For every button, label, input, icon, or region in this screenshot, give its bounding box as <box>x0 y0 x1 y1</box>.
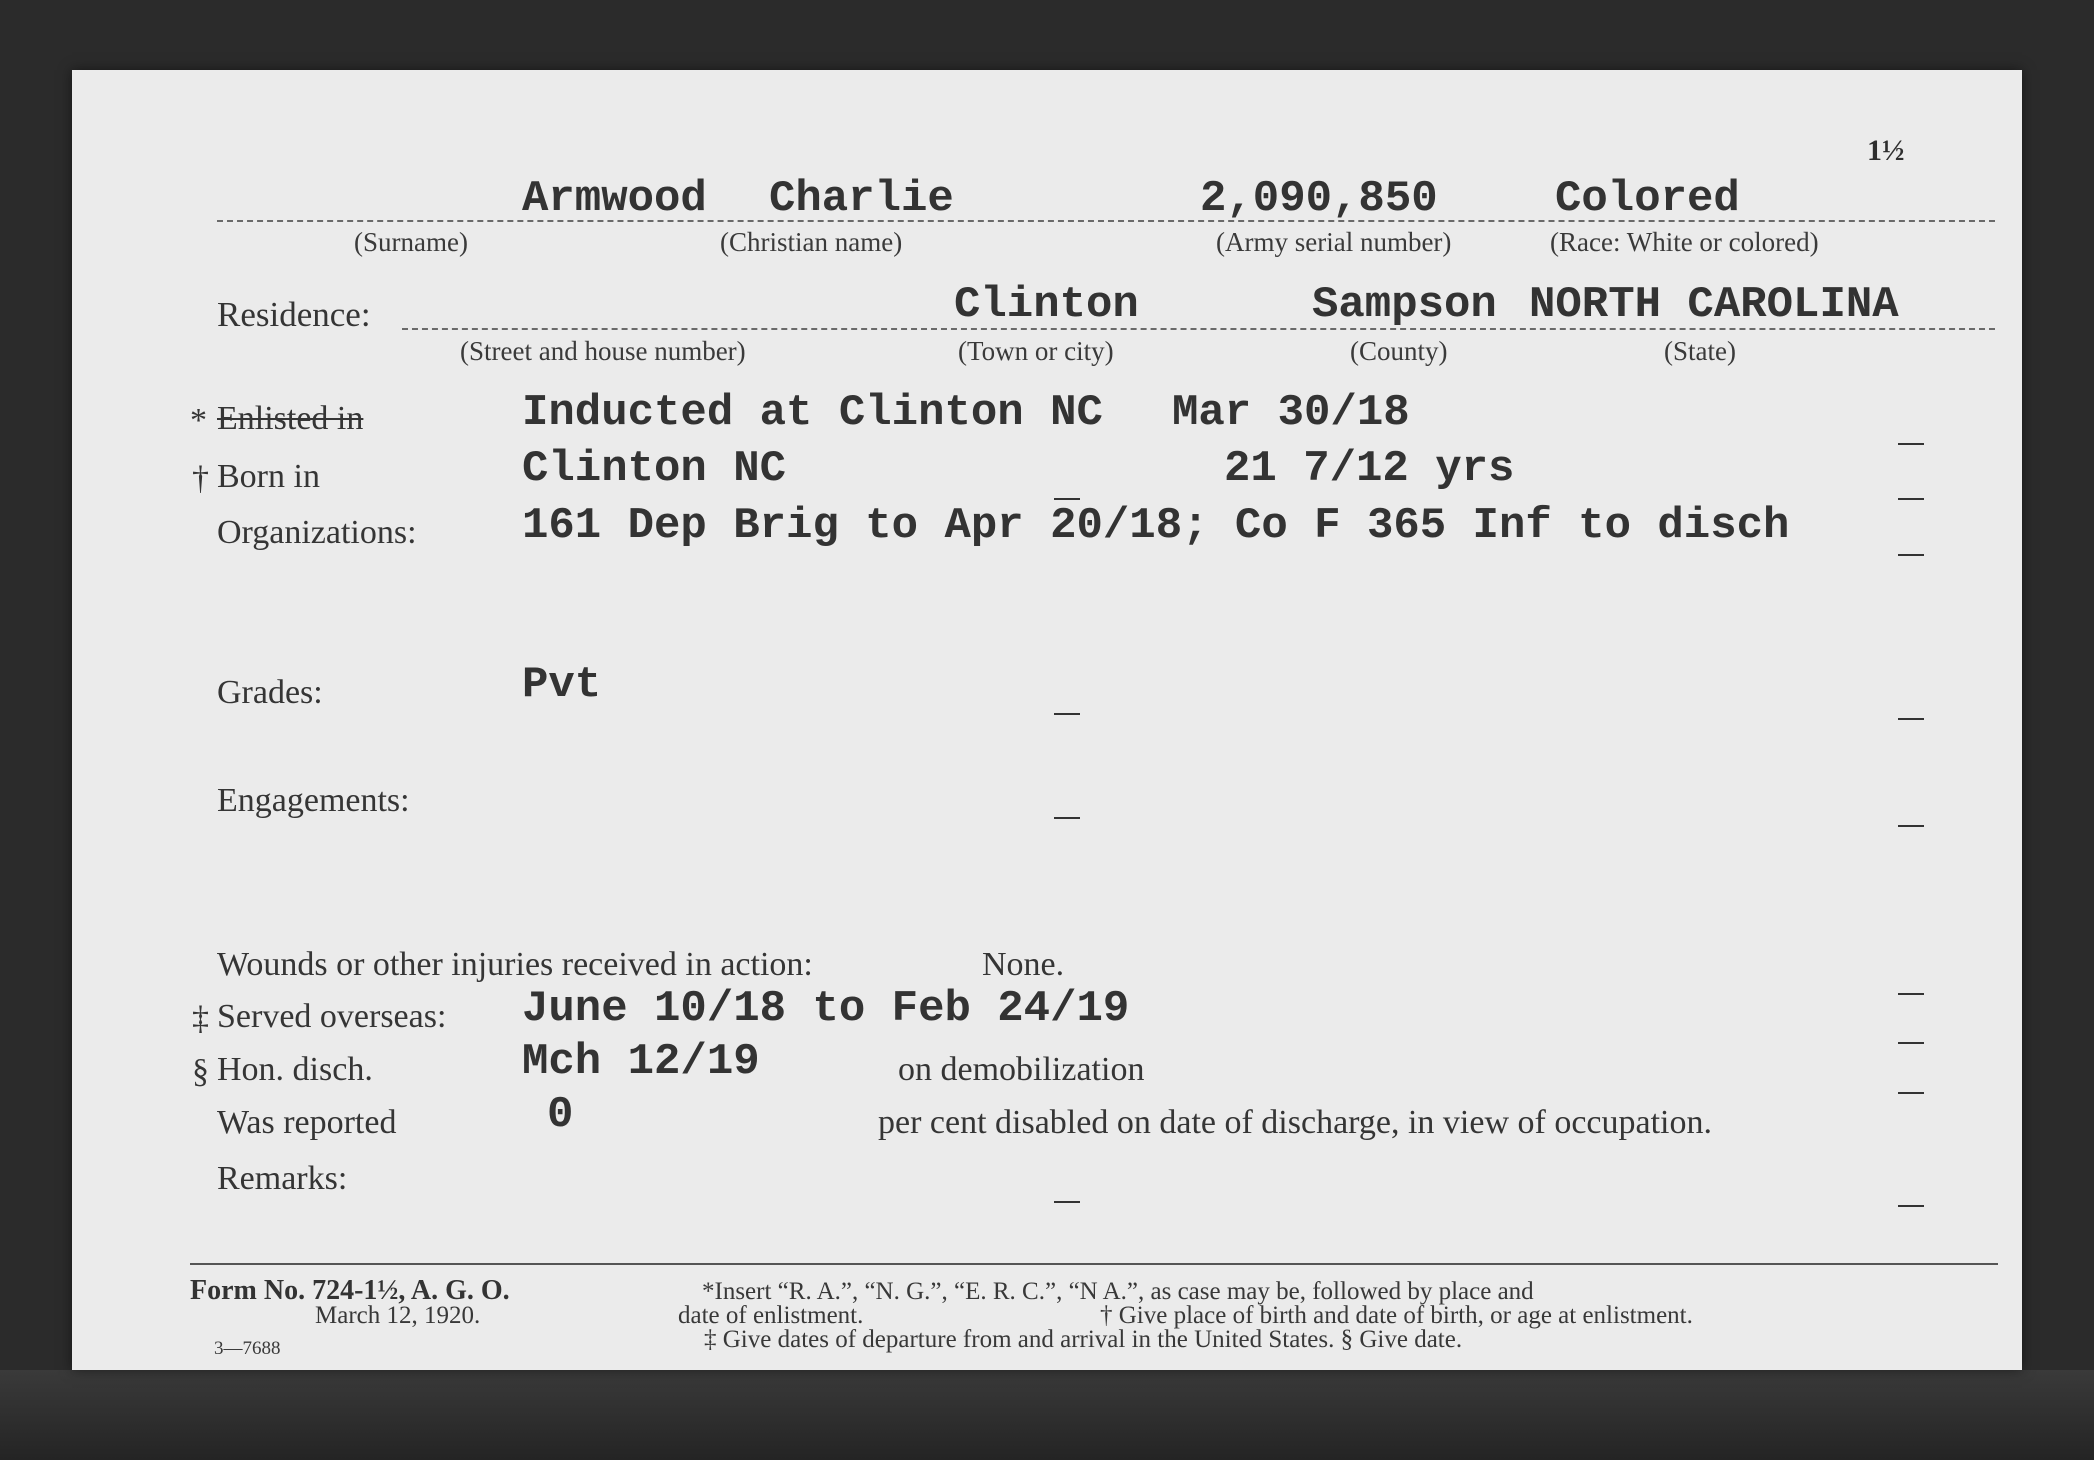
discharge-row-dash <box>1898 1092 1924 1094</box>
residence-county-value: Sampson <box>1312 280 1497 330</box>
engagements-label: Engagements: <box>217 782 410 819</box>
remarks-label: Remarks: <box>217 1160 348 1197</box>
enlisted-label: Enlisted in <box>217 400 364 437</box>
christian-name-value: Charlie <box>769 174 954 224</box>
born-age: 21 7/12 yrs <box>1224 444 1515 494</box>
remarks-mid-dash <box>1054 1201 1080 1203</box>
grades-value: Pvt <box>522 660 602 710</box>
enlisted-marker: * <box>190 402 207 439</box>
serial-number-value: 2,090,850 <box>1200 174 1438 224</box>
remarks-row-dash <box>1898 1205 1924 1207</box>
print-code: 3—7688 <box>214 1338 281 1359</box>
born-value: Clinton NC <box>522 444 787 494</box>
discharge-value: Mch 12/19 <box>522 1037 760 1087</box>
enlisted-date: Mar 30/18 <box>1172 388 1410 438</box>
born-row-dash <box>1898 498 1924 500</box>
grades-label: Grades: <box>217 674 323 711</box>
discharge-label: Hon. disch. <box>217 1051 373 1088</box>
enlisted-row-dash <box>1898 443 1924 445</box>
organizations-value: 161 Dep Brig to Apr 20/18; Co F 365 Inf to disch <box>522 501 1790 551</box>
residence-town-value: Clinton <box>954 280 1139 330</box>
county-caption: (County) <box>1350 336 1448 366</box>
residence-label: Residence: <box>217 295 371 334</box>
born-mid-dash <box>1054 498 1080 500</box>
footer-note-line2a: date of enlistment. <box>678 1302 864 1329</box>
wounds-label: Wounds or other injuries received in action: <box>217 946 813 983</box>
street-caption: (Street and house number) <box>460 336 746 366</box>
engagements-row-dash <box>1898 825 1924 827</box>
organizations-label: Organizations: <box>217 514 417 551</box>
overseas-label: Served overseas: <box>217 998 447 1035</box>
footer-note-line2b: † Give place of birth and date of birth, or age at enlistment. <box>1100 1302 1693 1329</box>
surname-caption: (Surname) <box>354 227 468 257</box>
footer-note-line1: *Insert “R. A.”, “N. G.”, “E. R. C.”, “N A.”, as case may be, followed by place and <box>702 1278 1534 1305</box>
serial-number-caption: (Army serial number) <box>1216 227 1452 257</box>
born-label: Born in <box>217 458 320 495</box>
footer-note-line3: ‡ Give dates of departure from and arrival in the United States. § Give date. <box>704 1326 1463 1353</box>
enlisted-value: Inducted at Clinton NC <box>522 388 1103 438</box>
discharge-marker: § <box>192 1053 209 1090</box>
page-mark: 1½ <box>1867 134 1905 167</box>
residence-state-value: NORTH CAROLINA <box>1529 280 1899 330</box>
overseas-marker: ‡ <box>192 1000 209 1037</box>
wounds-value: None. <box>982 946 1065 983</box>
christian-name-caption: (Christian name) <box>720 227 903 257</box>
overseas-row-dash <box>1898 993 1924 995</box>
race-caption: (Race: White or colored) <box>1550 227 1819 257</box>
surname-value: Armwood <box>522 174 707 224</box>
overseas-value: June 10/18 to Feb 24/19 <box>522 984 1130 1034</box>
reported-note: per cent disabled on date of discharge, in view of occupation. <box>878 1104 1712 1141</box>
scanner-backdrop <box>0 1370 2094 1460</box>
engagements-mid-dash <box>1054 817 1080 819</box>
footer-rule <box>190 1263 1998 1265</box>
service-record-card <box>72 70 2022 1370</box>
town-caption: (Town or city) <box>958 336 1114 366</box>
overseas-right-dash <box>1898 1042 1924 1044</box>
race-value: Colored <box>1555 174 1740 224</box>
discharge-note: on demobilization <box>898 1051 1145 1088</box>
reported-label: Was reported <box>217 1104 397 1141</box>
grades-mid-dash <box>1054 713 1080 715</box>
form-number: Form No. 724-1½, A. G. O. <box>190 1275 510 1306</box>
grades-row-dash <box>1898 718 1924 720</box>
form-date: March 12, 1920. <box>315 1302 481 1329</box>
born-marker: † <box>192 460 209 497</box>
reported-value: 0 <box>547 1090 574 1140</box>
state-caption: (State) <box>1664 336 1736 366</box>
organizations-row-dash <box>1898 554 1924 556</box>
